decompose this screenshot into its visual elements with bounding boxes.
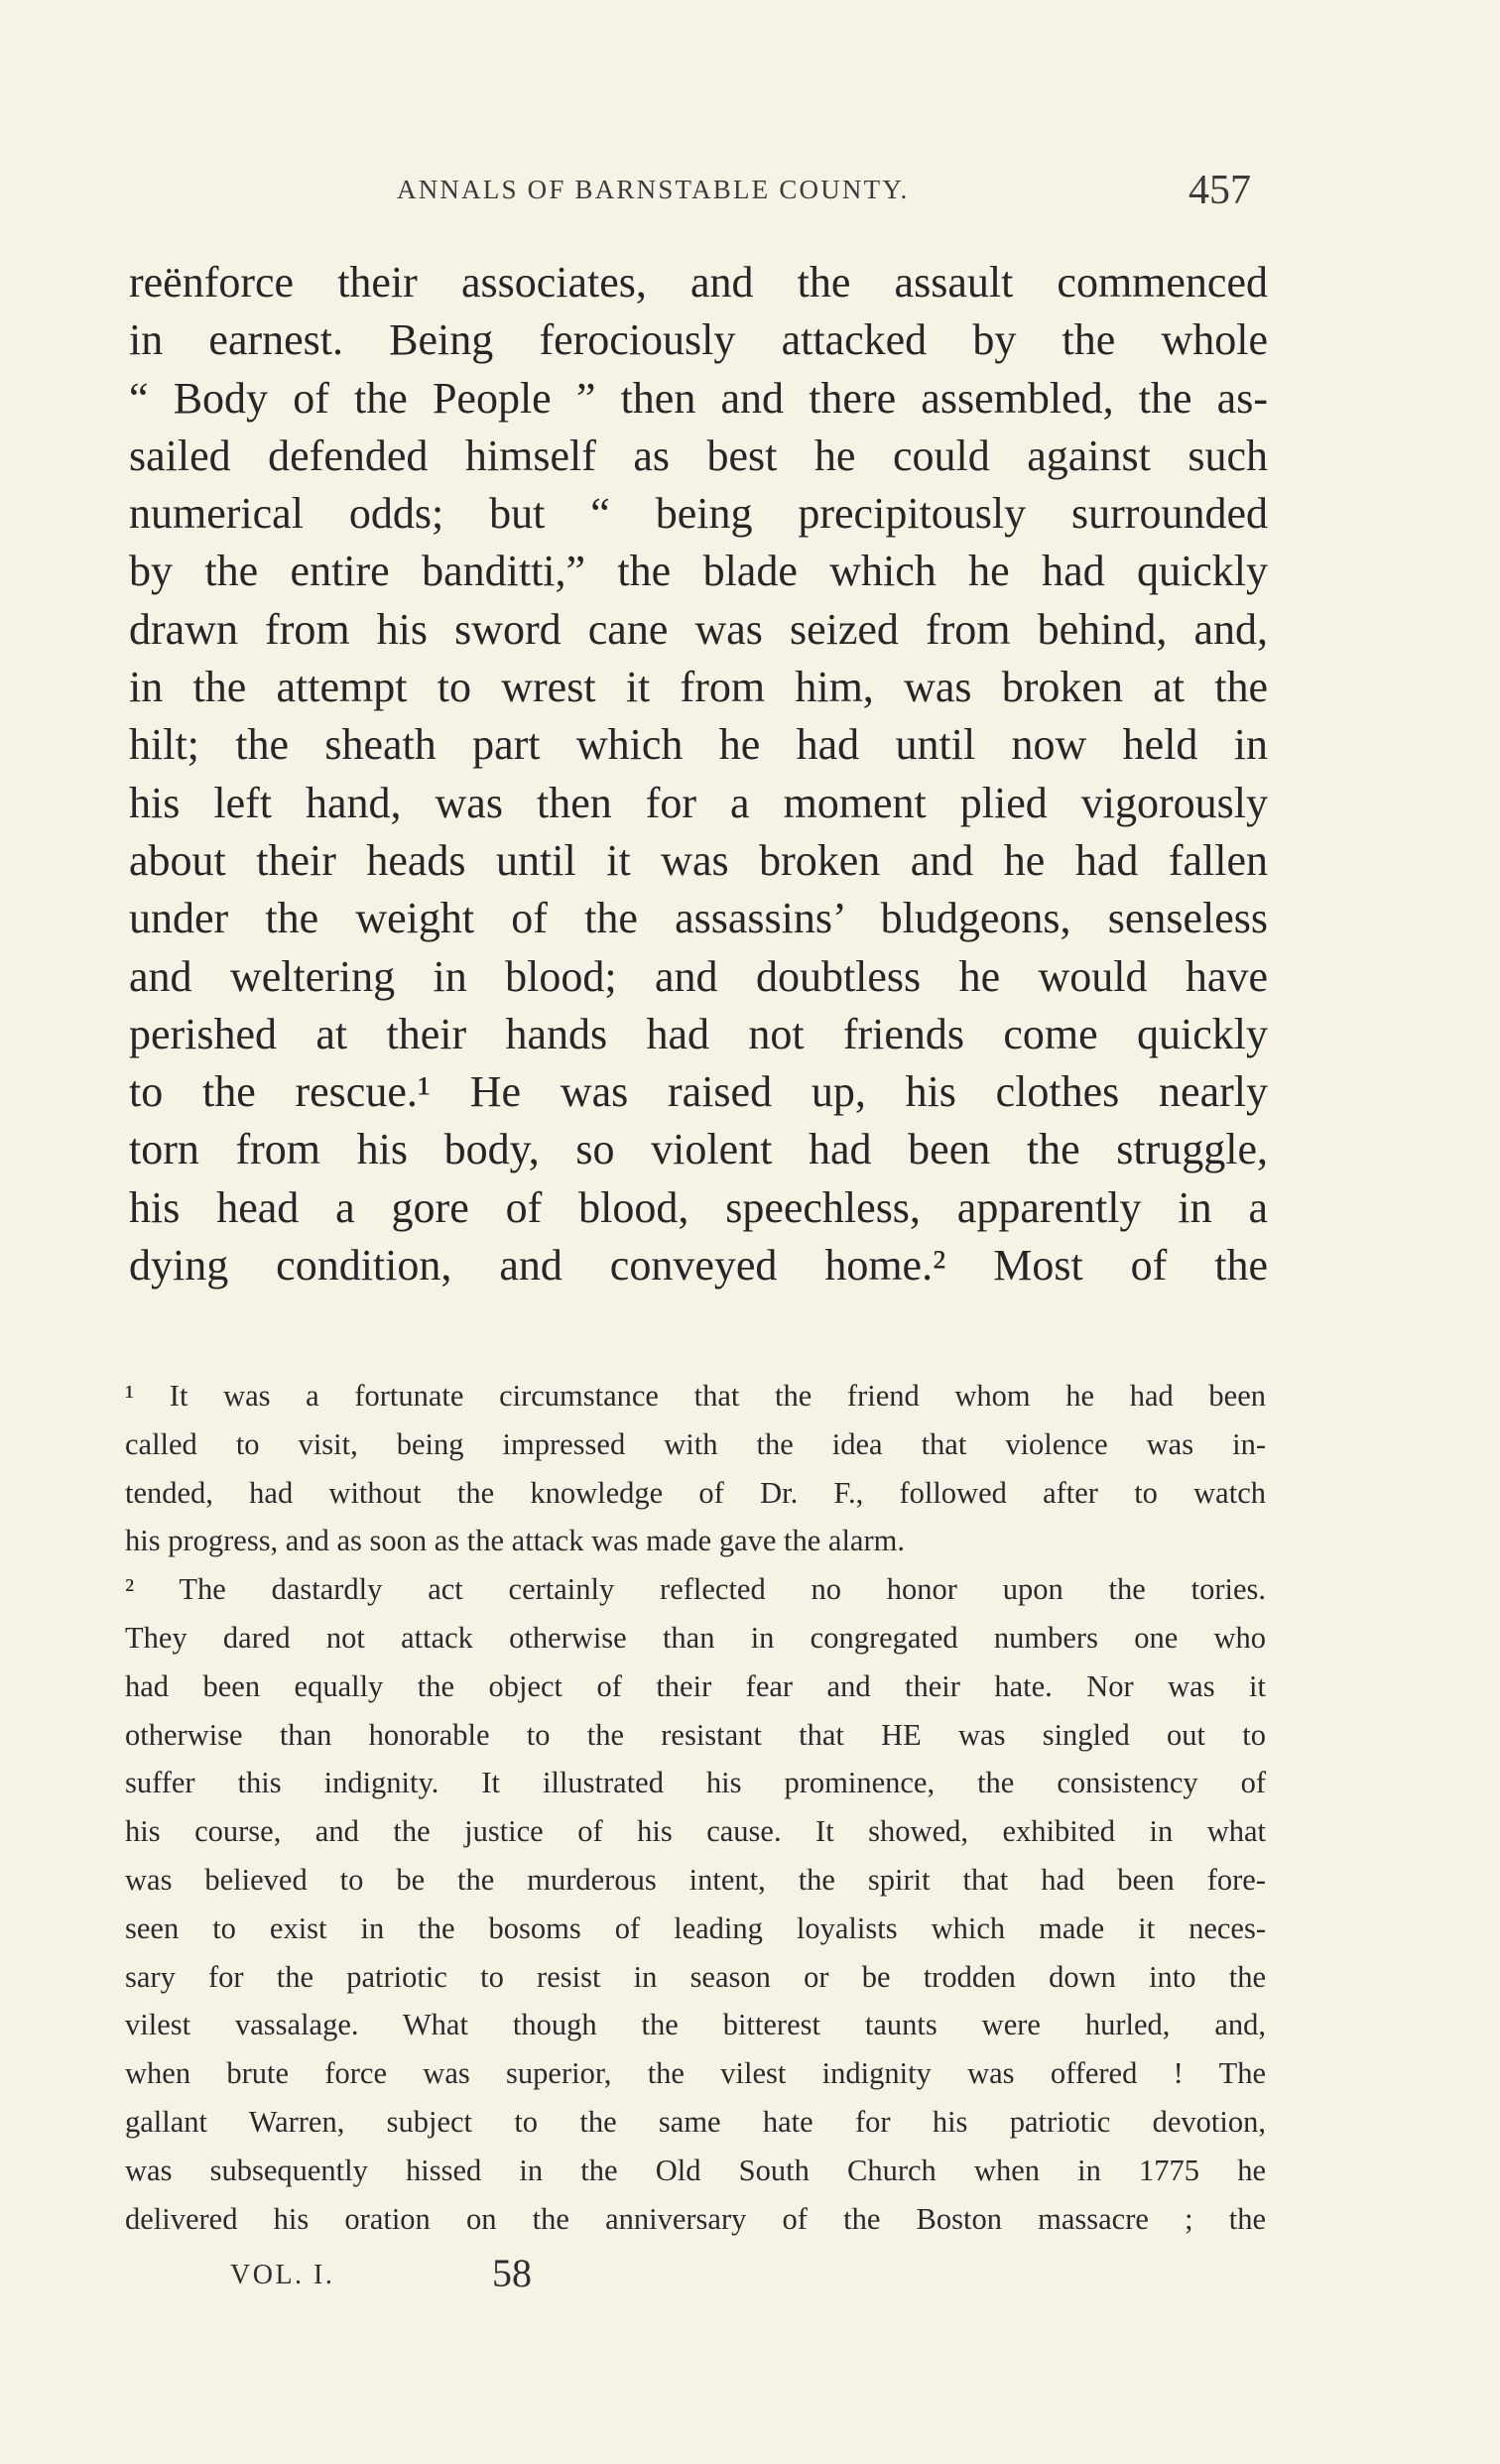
footnote-line: gallant Warren, subject to the same hate for his patriotic devotion, bbox=[125, 2104, 1266, 2139]
footnote-line: called to visit, being impressed with the idea that violence was in- bbox=[125, 1426, 1266, 1461]
body-line: dying condition, and conveyed home.² Most of the bbox=[129, 1241, 1268, 1291]
body-line: in the attempt to wrest it from him, was broken at the bbox=[129, 663, 1268, 712]
footnote-line: ¹ It was a fortunate circumstance that the friend whom he had been bbox=[125, 1379, 1266, 1413]
body-line: in earnest. Being ferociously attacked by the whole bbox=[129, 315, 1268, 365]
footnote-line: sary for the patriotic to resist in season or be trodden down into the bbox=[125, 1959, 1266, 1994]
footnote-line: otherwise than honorable to the resistant that HE was singled out to bbox=[125, 1717, 1266, 1752]
body-line: hilt; the sheath part which he had until now held in bbox=[129, 720, 1268, 770]
body-line: perished at their hands had not friends come quickly bbox=[129, 1009, 1268, 1058]
body-line: under the weight of the assassins’ bludgeons, senseless bbox=[129, 894, 1268, 943]
body-line: to the rescue.¹ He was raised up, his clothes nearly bbox=[129, 1067, 1268, 1117]
body-line: his left hand, was then for a moment plied vigorously bbox=[129, 778, 1268, 827]
footnote-line: ² The dastardly act certainly reflected no honor upon the tories. bbox=[125, 1572, 1266, 1607]
body-text bbox=[129, 254, 1268, 1294]
body-line: reënforce their associates, and the assault commenced bbox=[129, 258, 1268, 307]
footnote-line: delivered his oration on the anniversary of the Boston massacre ; the bbox=[125, 2201, 1266, 2236]
footnote-line: his course, and the justice of his cause. It showed, exhibited in what bbox=[125, 1814, 1266, 1849]
body-line: by the entire banditti,” the blade which he had quickly bbox=[129, 547, 1268, 596]
body-line: drawn from his sword cane was seized from behind, and, bbox=[129, 604, 1268, 654]
body-line: numerical odds; but “ being precipitously surrounded bbox=[129, 489, 1268, 539]
footnote-line: seen to exist in the bosoms of leading loyalists which made it neces- bbox=[125, 1910, 1266, 1945]
footnote-line: tended, had without the knowledge of Dr. F., followed after to watch bbox=[125, 1475, 1266, 1510]
body-line: his head a gore of blood, speechless, apparently in a bbox=[129, 1182, 1268, 1232]
footnote-line: when brute force was superior, the vilest indignity was offered ! The bbox=[125, 2056, 1266, 2091]
volume-mark: VOL. I. bbox=[230, 2260, 335, 2290]
footnote-line: was believed to be the murderous intent, the spirit that had been fore- bbox=[125, 1862, 1266, 1897]
printer-signature bbox=[230, 2250, 627, 2299]
footnote-line: vilest vassalage. What though the bitterest taunts were hurled, and, bbox=[125, 2008, 1266, 2042]
footnote-line: his progress, and as soon as the attack was made gave the alarm. bbox=[125, 1524, 905, 1558]
body-line: and weltering in blood; and doubtless he would have bbox=[129, 951, 1268, 1001]
body-line: sailed defended himself as best he could against such bbox=[129, 431, 1268, 480]
body-line: torn from his body, so violent had been the struggle, bbox=[129, 1125, 1268, 1174]
body-line: “ Body of the People ” then and there assembled, the as- bbox=[129, 373, 1268, 423]
running-head bbox=[397, 167, 1290, 226]
signature-mark: 58 bbox=[492, 2251, 532, 2295]
footnotes bbox=[125, 1372, 1266, 2243]
running-title: ANNALS OF BARNSTABLE COUNTY. bbox=[397, 175, 910, 204]
footnote-line: had been equally the object of their fear and their hate. Nor was it bbox=[125, 1668, 1266, 1703]
body-line: about their heads until it was broken and he had fallen bbox=[129, 835, 1268, 885]
footnote-line: suffer this indignity. It illustrated his prominence, the consistency of bbox=[125, 1766, 1266, 1800]
footnote-line: was subsequently hissed in the Old South Church when in 1775 he bbox=[125, 2153, 1266, 2187]
footnote-line: They dared not attack otherwise than in congregated numbers one who bbox=[125, 1620, 1266, 1655]
page-number: 457 bbox=[1188, 168, 1251, 213]
